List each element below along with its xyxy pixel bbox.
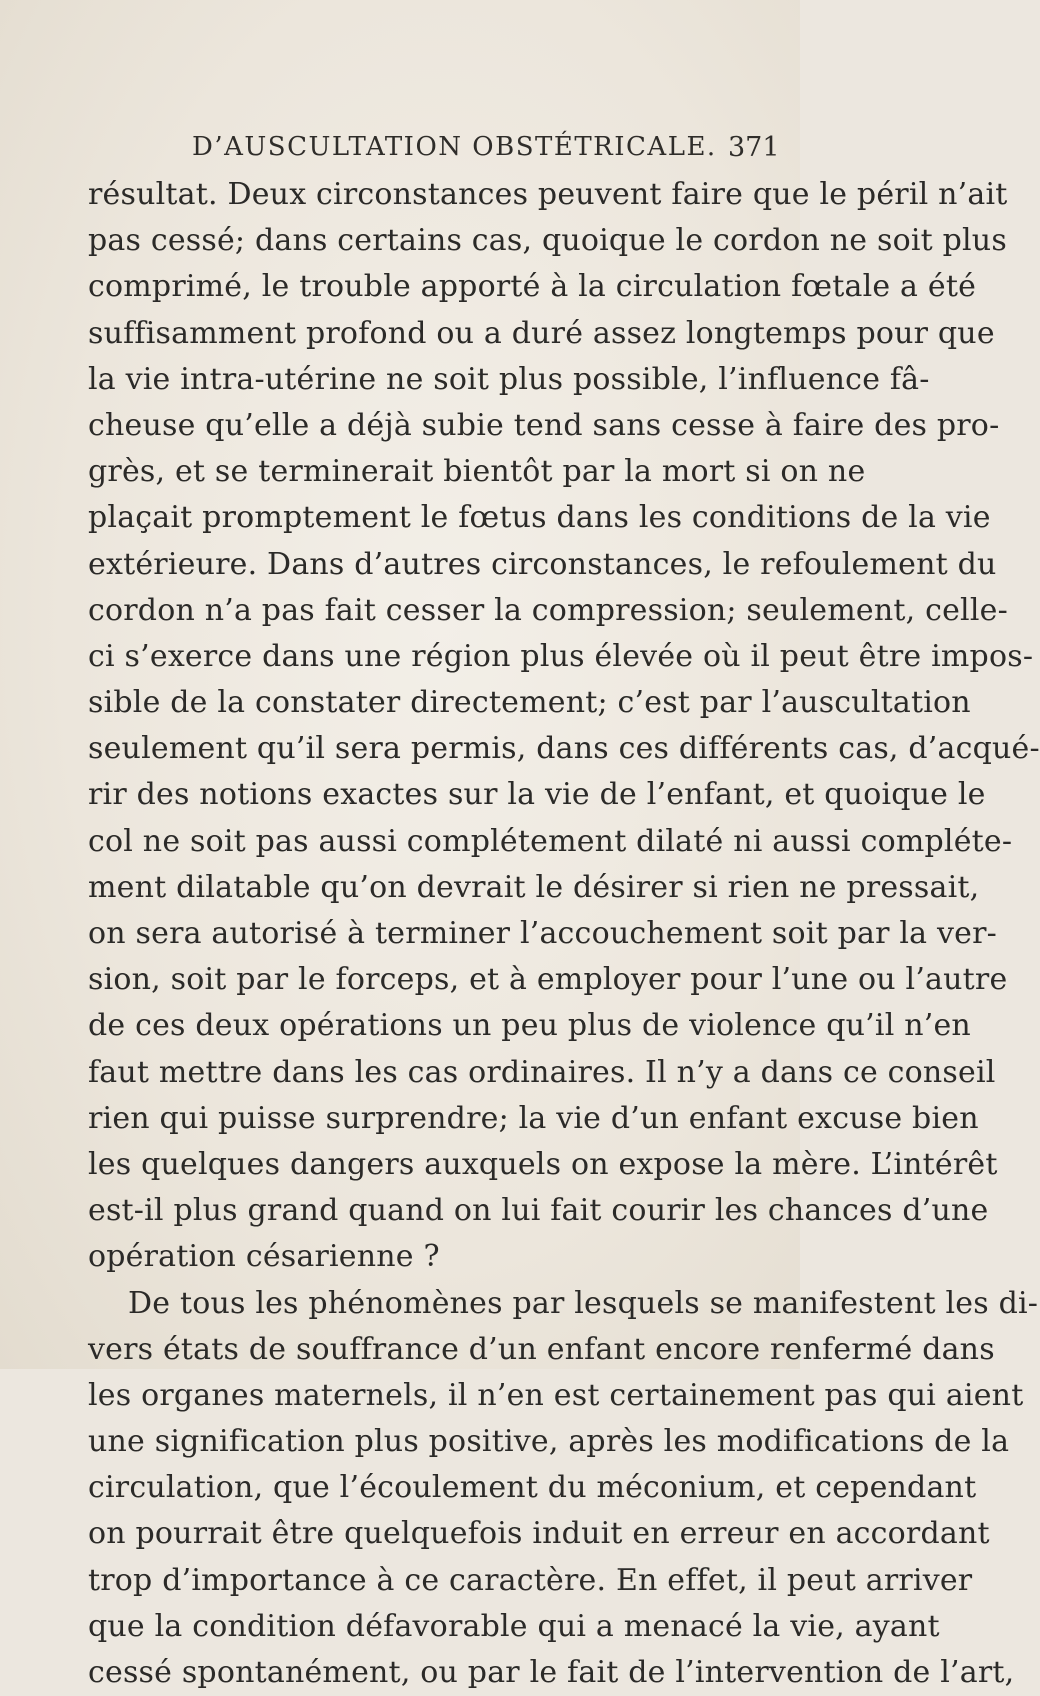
text-line: la vie intra-utérine ne soit plus possible, l’influence fâ- — [88, 361, 930, 397]
text-line: on sera autorisé à terminer l’accouchement soit par la ver- — [88, 916, 997, 951]
text-line: vers états de souffrance d’un enfant encore renfermé dans — [88, 1331, 995, 1367]
text-line: est-il plus grand quand on lui fait courir les chances d’une — [88, 1193, 989, 1229]
text-line: ment dilatable qu’on devrait le désirer si rien ne pressait, — [88, 869, 980, 905]
text-line: ci s’exerce dans une région plus élevée où il peut être impos- — [88, 638, 1034, 674]
text-line: on pourrait être quelquefois induit en erreur en accordant — [88, 1516, 990, 1552]
text-line: une signification plus positive, après les modifications de la — [88, 1424, 1010, 1460]
running-head-title: D’AUSCULTATION OBSTÉTRICALE. — [192, 132, 717, 162]
text-line-paragraph-end: opération césarienne ? — [88, 1239, 440, 1275]
running-head — [0, 132, 800, 172]
text-line: suffisamment profond ou a duré assez longtemps pour que — [88, 315, 995, 351]
text-line: résultat. Deux circonstances peuvent faire que le péril n’ait — [88, 177, 1008, 212]
text-line: cessé spontanément, ou par le fait de l’intervention de l’art, — [88, 1655, 1015, 1690]
text-line-paragraph-start: De tous les phénomènes par lesquels se manifestent les di- — [128, 1285, 1039, 1321]
text-line: cordon n’a pas fait cesser la compression; seulement, celle- — [88, 592, 1008, 628]
text-line: de ces deux opérations un peu plus de violence qu’il n’en — [88, 1008, 971, 1044]
text-line: circulation, que l’écoulement du méconium, et cependant — [88, 1470, 977, 1506]
text-line: rir des notions exactes sur la vie de l’enfant, et quoique le — [88, 777, 986, 813]
page-number: 371 — [728, 132, 780, 163]
text-line: plaçait promptement le fœtus dans les conditions de la vie — [88, 500, 991, 536]
text-line: faut mettre dans les cas ordinaires. Il n’y a dans ce conseil — [88, 1054, 996, 1090]
text-line: que la condition défavorable qui a menacé la vie, ayant — [88, 1608, 940, 1644]
text-line: cheuse qu’elle a déjà subie tend sans cesse à faire des pro- — [88, 407, 1000, 443]
body-text — [88, 172, 1040, 1696]
text-line: trop d’importance à ce caractère. En effet, il peut arriver — [88, 1562, 973, 1598]
text-line: rien qui puisse surprendre; la vie d’un enfant excuse bien — [88, 1100, 979, 1136]
text-line: grès, et se terminerait bientôt par la mort si on ne — [88, 454, 866, 490]
text-line: seulement qu’il sera permis, dans ces différents cas, d’acqué- — [88, 731, 1040, 767]
text-line: comprimé, le trouble apporté à la circulation fœtale a été — [88, 269, 977, 305]
text-line: les organes maternels, il n’en est certainement pas qui aient — [88, 1377, 1024, 1413]
text-line: col ne soit pas aussi complétement dilaté ni aussi compléte- — [88, 823, 1013, 859]
text-line: sible de la constater directement; c’est par l’auscultation — [88, 685, 971, 721]
text-line: les quelques dangers auxquels on expose la mère. L’intérêt — [88, 1146, 998, 1182]
text-line: pas cessé; dans certains cas, quoique le cordon ne soit plus — [88, 223, 1007, 259]
text-line: extérieure. Dans d’autres circonstances, le refoulement du — [88, 546, 997, 582]
text-line: sion, soit par le forceps, et à employer pour l’une ou l’autre — [88, 962, 1008, 998]
